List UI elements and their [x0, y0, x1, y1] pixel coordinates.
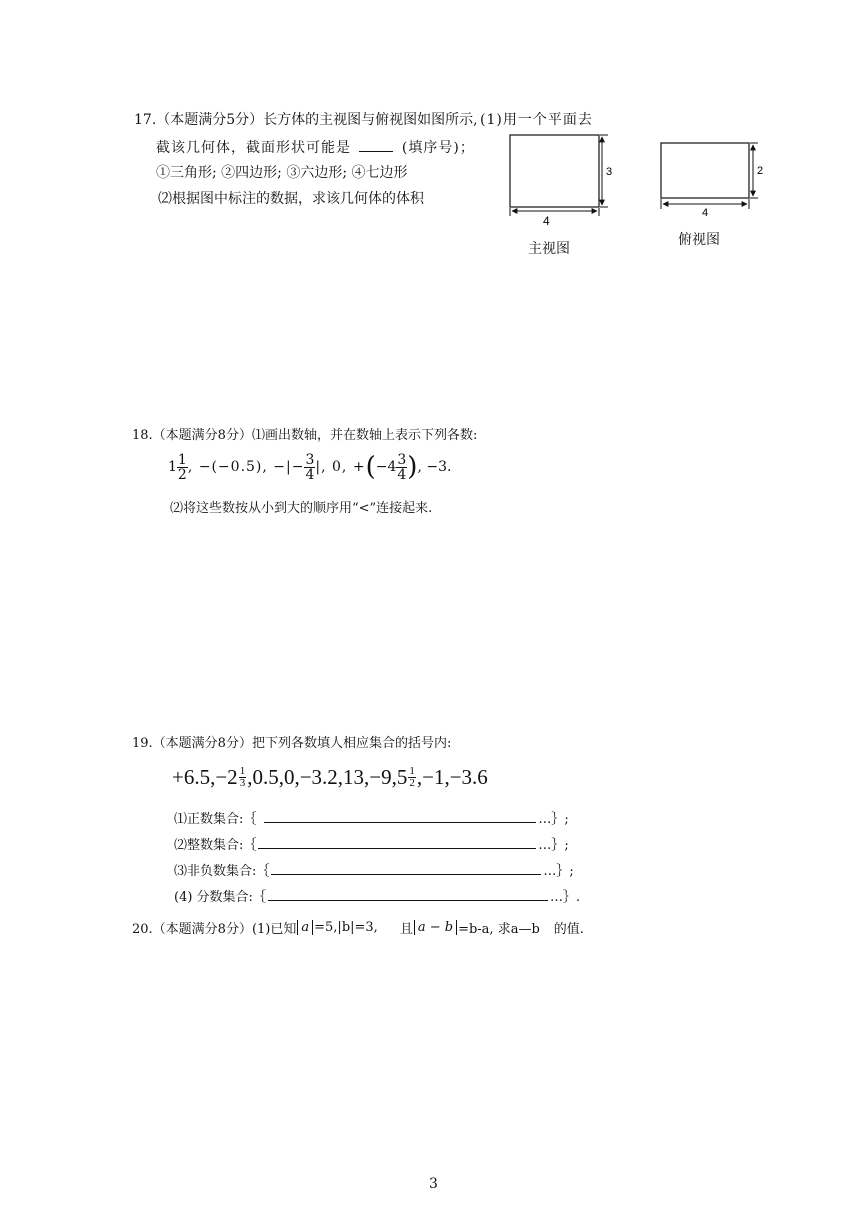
set-row-integer [174, 834, 569, 853]
set-row-positive [174, 808, 569, 827]
set-label: ⑵整数集合:｛ [174, 838, 257, 853]
top-width-label: 4 [702, 207, 709, 219]
paren-right: ) [407, 452, 418, 482]
set-end: …｝; [538, 838, 569, 853]
set-end: …｝. [549, 890, 581, 905]
positive-set-blank[interactable] [264, 821, 536, 823]
set-label: (4) 分数集合:｛ [174, 890, 266, 905]
front-view-rect [510, 135, 599, 207]
fraction-three-quarters [396, 453, 407, 482]
front-view-caption: 主视图 [528, 241, 570, 257]
nonnegative-set-blank[interactable] [271, 873, 541, 875]
q20-text: =5,|b|=3, [314, 919, 378, 935]
numerator: 3 [305, 451, 315, 468]
denominator: 4 [305, 466, 315, 483]
top-depth-label: 2 [757, 165, 764, 177]
q17-line2-suffix: (填序号)； [401, 140, 475, 156]
mixed-whole: −4 [375, 459, 397, 475]
q17-options: ①三角形; ②四边形; ③六边形; ④七边形 [156, 165, 408, 181]
num-text: ,0.5,0,−3.2,13,−9,5 [247, 764, 408, 789]
numerator: 1 [409, 764, 415, 777]
q20-line [132, 917, 584, 937]
num-text: +6.5,−2 [172, 764, 238, 789]
num-whole: 1 [168, 459, 177, 475]
q19-line1: 19.（本题满分8分）把下列各数填人相应集合的括号内: [132, 736, 452, 751]
q17-line2-text: 截该几何体，截面形状可能是 [156, 140, 351, 156]
denominator: 2 [409, 776, 415, 789]
page-number: 3 [429, 1176, 438, 1192]
fraction-one-half [177, 453, 188, 482]
abs-a-minus-b: a − b [414, 920, 457, 935]
q20-text: 20.（本题满分8分）(1)已知 [132, 921, 297, 937]
q17-line1: 17.（本题满分5分）长方体的主视图与俯视图如图所示, [134, 112, 478, 128]
top-view-caption: 俯视图 [678, 232, 720, 248]
denominator: 3 [239, 776, 246, 789]
numerator: 1 [177, 451, 187, 468]
set-row-nonnegative [174, 860, 574, 879]
denominator: 2 [177, 466, 187, 483]
paren-left: ( [365, 452, 376, 482]
set-label: ⑶非负数集合:｛ [174, 864, 270, 879]
num-text: |, 0, + [315, 459, 366, 475]
denominator: 4 [397, 466, 407, 483]
q20-text: =b-a, 求a—b [458, 921, 540, 937]
set-end: …｝; [538, 812, 569, 827]
q18-number-list [168, 446, 451, 488]
answer-blank[interactable] [359, 150, 393, 152]
fraction-set-blank[interactable] [268, 899, 548, 901]
q17-line1b: (1)用一个平面去 [480, 112, 593, 128]
q17-part2: ⑵根据图中标注的数据，求该几何体的体积 [158, 191, 424, 207]
set-label: ⑴正数集合:｛ [174, 812, 257, 827]
integer-set-blank[interactable] [258, 847, 536, 849]
front-view-diagram [500, 126, 620, 230]
set-end: …｝; [543, 864, 574, 879]
front-width-label: 4 [543, 214, 550, 228]
abs-a: a [297, 920, 313, 935]
top-view-rect [661, 143, 749, 198]
front-height-label: 3 [606, 166, 613, 178]
fraction-one-half [408, 766, 416, 789]
numerator: 1 [239, 764, 246, 777]
fraction-one-third [239, 766, 247, 789]
q18-line1: 18.（本题满分8分）⑴画出数轴，并在数轴上表示下列各数: [132, 428, 478, 443]
q20-text: 的值. [553, 921, 584, 937]
num-text: , −3. [417, 459, 452, 475]
q19-number-list [172, 760, 488, 794]
num-text: ,−1,−3.6 [416, 764, 488, 789]
q20-text: 且 [399, 921, 413, 937]
num-text: , −(−0.5), −|− [187, 459, 305, 475]
set-row-fraction [174, 886, 580, 905]
q18-part2: ⑵将这些数按从小到大的顺序用“<”连接起来. [170, 501, 433, 516]
top-view-diagram [652, 136, 772, 220]
numerator: 3 [397, 451, 407, 468]
fraction-three-quarters [304, 453, 315, 482]
q17-line2 [156, 137, 475, 157]
